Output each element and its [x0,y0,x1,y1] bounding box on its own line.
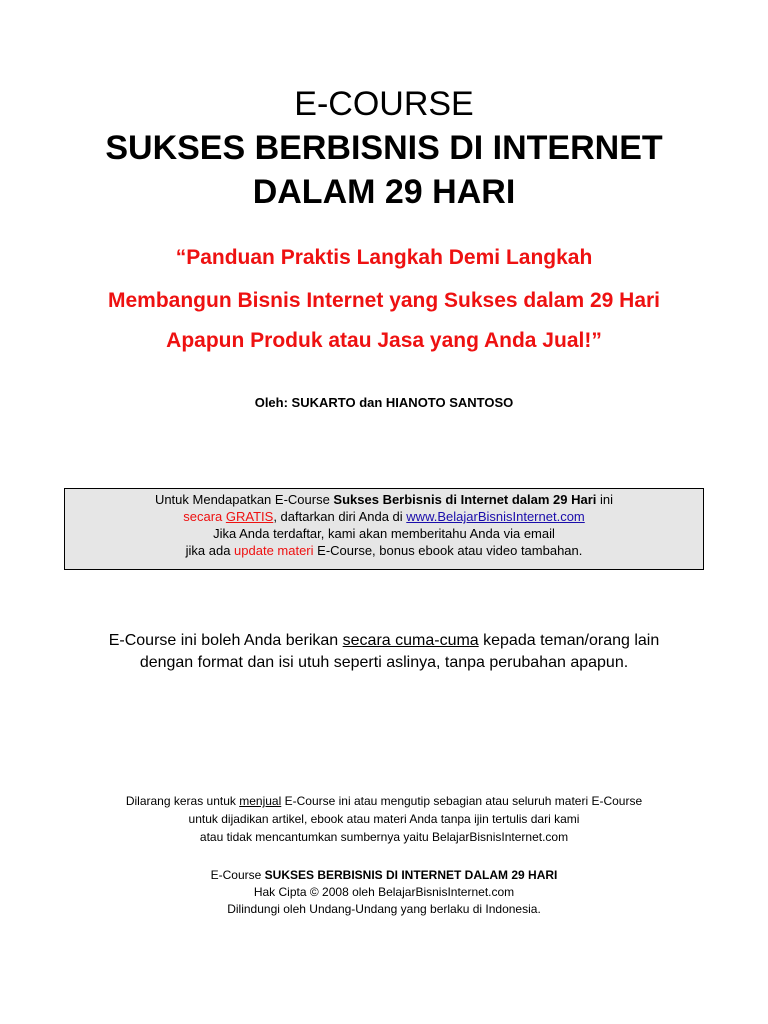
footer-line1 [0,867,768,884]
box-line1 [65,491,703,508]
free-line1 [0,630,768,652]
box-line1-end: ini [596,492,614,507]
ban-menjual: menjual [239,794,282,808]
box-secara: secara [183,509,226,524]
box-line1-text: Untuk Mendapatkan E-Course [154,492,334,507]
box-gratis: GRATIS [225,509,274,524]
ban-line1-text: Dilarang keras untuk [125,794,240,808]
free-line2: dengan format dan isi utuh seperti aslinya, tanpa perubahan apapun. [139,654,629,671]
box-line2 [65,508,703,525]
website-link[interactable]: www.BelajarBisnisInternet.com [406,509,585,524]
ban-line3: atau tidak mencantumkan sumbernya yaitu BelajarBisnisInternet.com [199,830,569,844]
ban-line2: untuk dijadikan artikel, ebook atau materi Anda tanpa ijin tertulis dari kami [188,812,580,826]
free-line1-end: kepada teman/orang lain [478,632,660,649]
author-line: Oleh: SUKARTO dan HIANOTO SANTOSO [254,395,514,410]
prohibition-note [0,792,768,846]
ban-line1 [0,792,768,810]
box-line3: Jika Anda terdaftar, kami akan memberitahu Anda via email [213,526,555,541]
registration-box [64,488,704,570]
box-line4-end: E-Course, bonus ebook atau video tambahan. [313,543,583,558]
ban-line1-end: E-Course ini atau mengutip sebagian atau seluruh materi E-Course [281,794,643,808]
tagline-line3: Apapun Produk atau Jasa yang Anda Jual!” [166,329,602,352]
header-title-line1: SUKSES BERBISNIS DI INTERNET [105,129,663,167]
free-distribution-note [0,630,768,674]
copyright-footer [0,867,768,918]
box-update-materi: update materi [234,543,314,558]
footer-line3: Dilindungi oleh Undang-Undang yang berlaku di Indonesia. [227,902,541,916]
box-line4-text: jika ada [185,543,235,558]
tagline-line1: “Panduan Praktis Langkah Demi Langkah [175,246,593,269]
box-line4 [65,542,703,559]
tagline-line2: Membangun Bisnis Internet yang Sukses dalam 29 Hari [108,289,660,312]
header-ecourse: E-COURSE [294,85,474,123]
free-cuma-cuma: secara cuma-cuma [342,632,479,649]
footer-line2: Hak Cipta © 2008 oleh BelajarBisnisInternet.com [253,885,515,899]
header-title-line2: DALAM 29 HARI [252,173,516,211]
footer-course-name: SUKSES BERBISNIS DI INTERNET DALAM 29 HARI [264,868,558,882]
free-line1-text: E-Course ini boleh Anda berikan [108,632,343,649]
footer-line1-text: E-Course [210,868,265,882]
box-line2-text: , daftarkan diri Anda di [273,509,407,524]
box-course-name: Sukses Berbisnis di Internet dalam 29 Hari [333,492,597,507]
